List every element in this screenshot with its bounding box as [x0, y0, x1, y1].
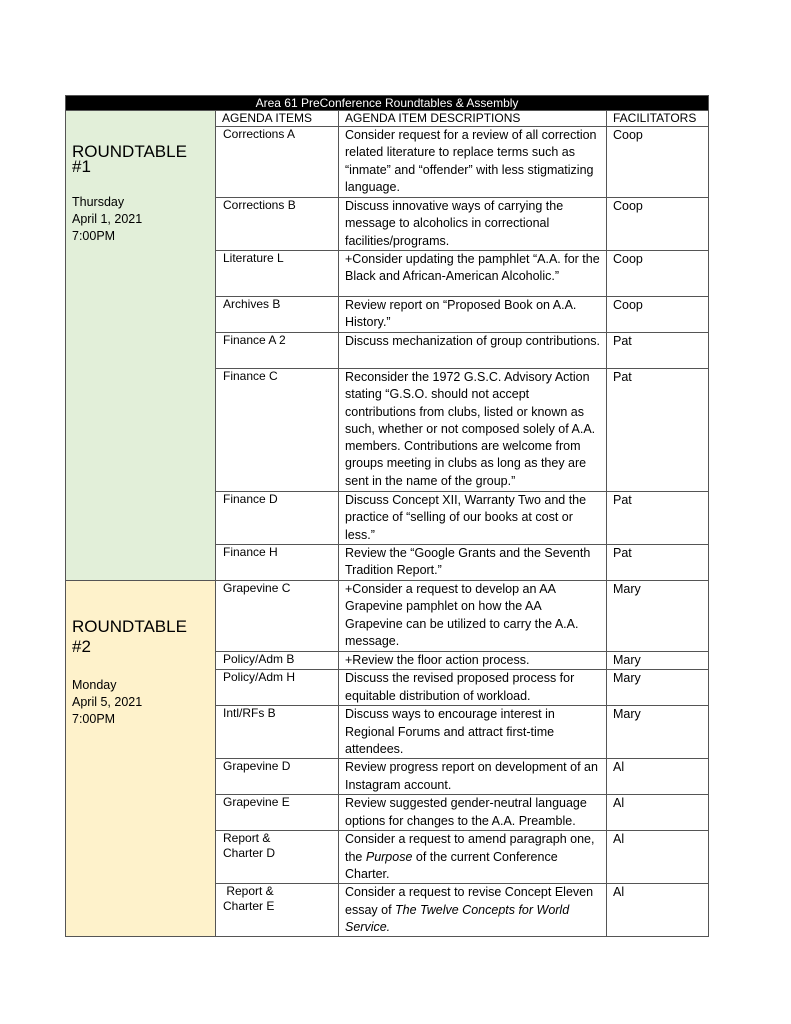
facilitator: Al — [607, 884, 709, 937]
agenda-table — [65, 95, 709, 937]
desc-text-italic: Purpose — [365, 849, 413, 864]
roundtable-1-title: ROUNDTABLE #1 — [72, 142, 187, 176]
agenda-description: Discuss ways to encourage interest in Regional Forums and attract first-time attendees. — [339, 706, 607, 759]
roundtable-1-day: Thursday — [72, 195, 125, 209]
agenda-description: Review the “Google Grants and the Seventh Tradition Report.” — [339, 545, 607, 581]
agenda-item: Finance D — [216, 492, 339, 545]
agenda-item: Grapevine D — [216, 759, 339, 795]
agenda-item: Policy/Adm B — [216, 652, 339, 670]
roundtable-2-date: April 5, 2021 — [72, 695, 143, 709]
desc-text-a: Consider a request to amend paragraph one, the — [345, 832, 595, 864]
agenda-item-line-2: Charter E — [223, 899, 275, 914]
agenda-item: Finance C — [216, 369, 339, 492]
agenda-document — [65, 95, 708, 937]
facilitator: Coop — [607, 127, 709, 198]
facilitator: Pat — [607, 492, 709, 545]
header-facilitators: FACILITATORS — [607, 111, 709, 127]
facilitator: Coop — [607, 198, 709, 251]
roundtable-2-cell — [66, 581, 216, 937]
roundtable-1-cell — [66, 111, 216, 581]
facilitator: Coop — [607, 297, 709, 333]
facilitator: Mary — [607, 670, 709, 706]
header-agenda-items: AGENDA ITEMS — [216, 111, 339, 127]
header-descriptions: AGENDA ITEM DESCRIPTIONS — [339, 111, 607, 127]
desc-text-b: of the current Conference Charter. — [345, 849, 558, 881]
facilitator: Pat — [607, 369, 709, 492]
agenda-description: +Consider updating the pamphlet “A.A. for the Black and African-American Alcoholic.” — [339, 251, 607, 297]
agenda-item — [216, 831, 339, 884]
agenda-item: Policy/Adm H — [216, 670, 339, 706]
facilitator: Mary — [607, 706, 709, 759]
roundtable-2-title: ROUNDTABLE #2 — [72, 617, 187, 656]
agenda-description: +Review the floor action process. — [339, 652, 607, 670]
agenda-item: Literature L — [216, 251, 339, 297]
agenda-description: Discuss the revised proposed process for equitable distribution of workload. — [339, 670, 607, 706]
agenda-description: Reconsider the 1972 G.S.C. Advisory Action stating “G.S.O. should not accept contributions from clubs, listed or known as such, whether or not composed solely of A.A. members. Contributions are welcome from groups meeting in clubs as long as they are sent in the name of the group.” — [339, 369, 607, 492]
facilitator: Al — [607, 759, 709, 795]
desc-text-italic: The Twelve Concepts for World Service. — [345, 902, 570, 934]
agenda-description: Consider request for a review of all correction related literature to replace terms such as “inmate” and “offender” with less stigmatizing language. — [339, 127, 607, 198]
agenda-item: Grapevine C — [216, 581, 339, 652]
table-title: Area 61 PreConference Roundtables & Assembly — [66, 96, 709, 111]
agenda-item: Corrections B — [216, 198, 339, 251]
roundtable-2-time: 7:00PM — [72, 712, 116, 726]
roundtable-1-time: 7:00PM — [72, 229, 116, 243]
header-row — [66, 111, 709, 127]
agenda-description: Review progress report on development of an Instagram account. — [339, 759, 607, 795]
agenda-description: +Consider a request to develop an AA Grapevine pamphlet on how the AA Grapevine can be utilized to carry the A.A. message. — [339, 581, 607, 652]
facilitator: Al — [607, 831, 709, 884]
roundtable-2-schedule — [72, 677, 209, 728]
agenda-item: Finance H — [216, 545, 339, 581]
facilitator: Coop — [607, 251, 709, 297]
facilitator: Mary — [607, 581, 709, 652]
agenda-item-line-2: Charter D — [223, 846, 276, 861]
facilitator: Pat — [607, 333, 709, 369]
agenda-item-line-1: Report & — [223, 884, 274, 899]
facilitator: Al — [607, 795, 709, 831]
agenda-description — [339, 884, 607, 937]
agenda-description: Discuss innovative ways of carrying the message to alcoholics in correctional facilities/programs. — [339, 198, 607, 251]
agenda-description: Discuss Concept XII, Warranty Two and the practice of “selling of our books at cost or less.” — [339, 492, 607, 545]
agenda-item: Corrections A — [216, 127, 339, 198]
agenda-description — [339, 831, 607, 884]
agenda-item: Intl/RFs B — [216, 706, 339, 759]
desc-text-a: Consider a request to revise Concept Eleven essay of — [345, 885, 594, 917]
roundtable-2-day: Monday — [72, 678, 117, 692]
agenda-description: Review report on “Proposed Book on A.A. History.” — [339, 297, 607, 333]
agenda-item: Finance A 2 — [216, 333, 339, 369]
roundtable-1-date: April 1, 2021 — [72, 212, 143, 226]
table-title-row — [66, 96, 709, 111]
table-row — [66, 581, 709, 652]
agenda-description: Discuss mechanization of group contributions. — [339, 333, 607, 369]
agenda-item — [216, 884, 339, 937]
agenda-item: Grapevine E — [216, 795, 339, 831]
roundtable-1-schedule — [72, 194, 209, 245]
facilitator: Mary — [607, 652, 709, 670]
agenda-item: Archives B — [216, 297, 339, 333]
agenda-description: Review suggested gender-neutral language options for changes to the A.A. Preamble. — [339, 795, 607, 831]
facilitator: Pat — [607, 545, 709, 581]
agenda-item-line-1: Report & — [223, 831, 271, 846]
